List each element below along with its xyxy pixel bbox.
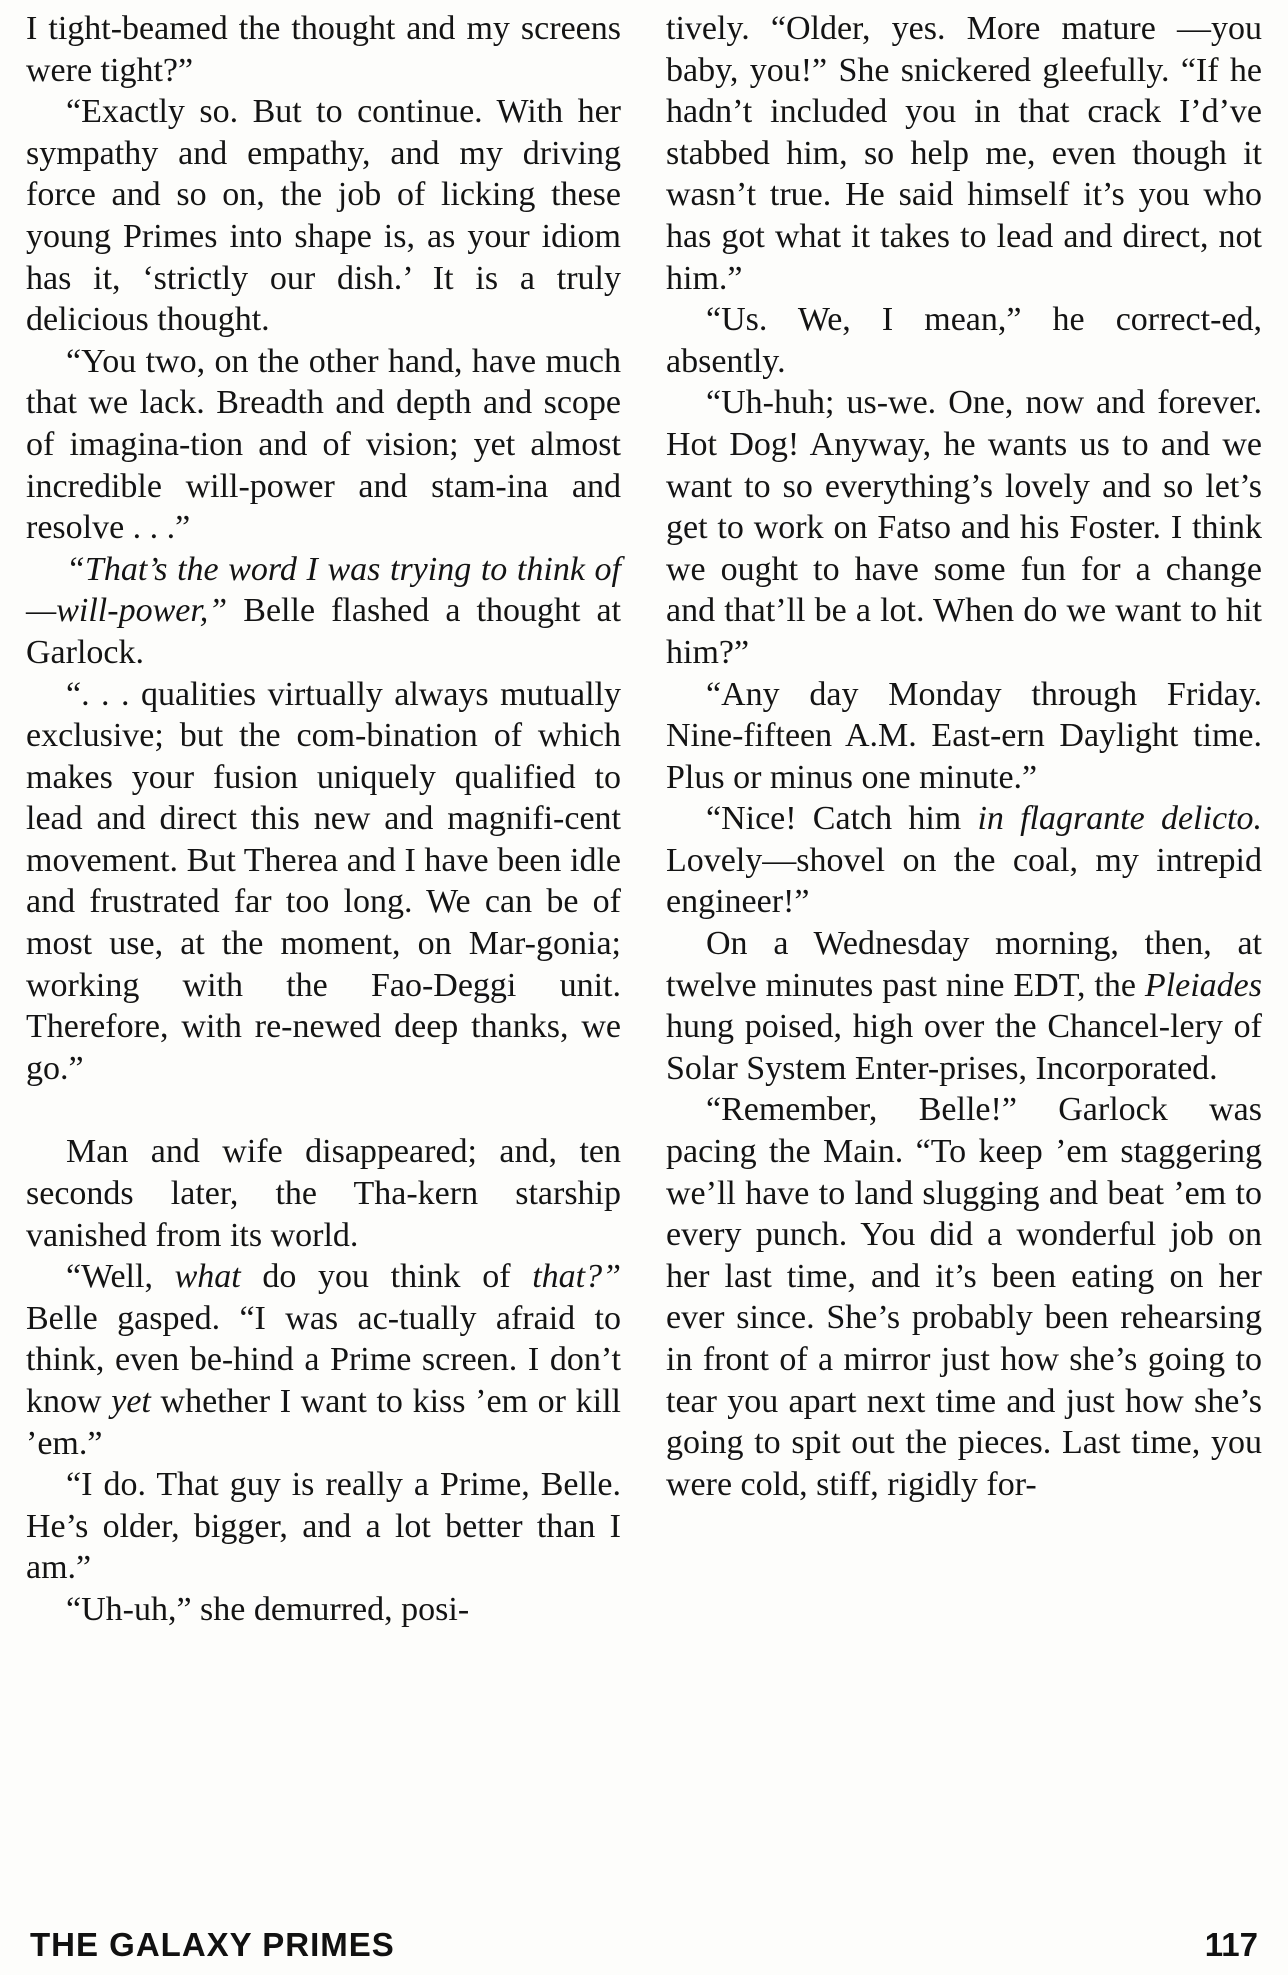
- text-run: whether I want to kiss ’em or kill ’em.”: [26, 1383, 622, 1462]
- text-run: Belle gasped. “I was ac-tually afraid to think, even be-hind a Prime screen. I don’t know: [26, 1299, 621, 1420]
- italic-text: in flagrante delicto.: [977, 800, 1262, 838]
- paragraph: “Exactly so. But to continue. With her sympathy and empathy, and my driving force and so on, the job of licking these young Primes into shape is, as your idiom has it, ‘strictly our dish.’ It is a truly delicious thought.: [26, 93, 621, 339]
- page-footer: [30, 1926, 1258, 1966]
- italic-text: Pleiades: [1144, 966, 1262, 1004]
- text-run: Belle flashed a thought at Garlock.: [26, 592, 621, 671]
- running-title: THE GALAXY PRIMES: [30, 1926, 395, 1963]
- italic-text: “That’s the word I was trying to think of—will-power,”: [26, 550, 621, 630]
- paragraph: “Us. We, I mean,” he correct-ed, absently.: [666, 301, 1262, 380]
- paragraph: “I do. That guy is really a Prime, Belle. He’s older, bigger, and a lot better than I am.”: [26, 1466, 621, 1587]
- italic-text: yet: [111, 1383, 151, 1420]
- paragraph: “You two, on the other hand, have much that we lack. Breadth and depth and scope of imagina-tion and of vision; yet almost incredible will-power and stam-ina and resolve . . .”: [26, 342, 621, 547]
- paragraph: “Uh-uh,” she demurred, posi-: [66, 1590, 470, 1628]
- paragraph: [26, 549, 621, 674]
- paragraph: [666, 923, 1262, 1089]
- italic-text: what: [174, 1258, 241, 1296]
- text-run: “Well,: [66, 1258, 175, 1296]
- text-run: Lovely—shovel on the coal, my intrepid engineer!”: [666, 841, 1262, 921]
- paragraph: I tight-beamed the thought and my screens were tight?”: [26, 10, 621, 89]
- text-run: “Nice! Catch him: [706, 800, 978, 838]
- left-text-column: [26, 8, 621, 1631]
- right-text-column: [666, 8, 1262, 1505]
- paragraph: [666, 798, 1262, 923]
- text-run: On a Wednesday morning, then, at twelve minutes past nine EDT, the: [666, 925, 1262, 1004]
- paragraph: “Uh-huh; us-we. One, now and forever. Hot Dog! Anyway, he wants us to and we want to so everything’s lovely and so let’s get to work on Fatso and his Foster. I think we ought to have some fun for a change and that’ll be a lot. When do we want to hit him?”: [666, 384, 1262, 671]
- italic-text: that?”: [532, 1258, 621, 1296]
- paragraph: “Remember, Belle!” Garlock was pacing the Main. “To keep ’em staggering we’ll have to land slugging and beat ’em to every punch. You did a wonderful job on her last time, and it’s been eating on her ever since. She’s probably been rehearsing in front of a mirror just how she’s going to tear you apart next time and just how she’s going to spit out the pieces. Last time, you were cold, stiff, rigidly for-: [666, 1091, 1262, 1503]
- text-run: do you think of: [240, 1258, 533, 1296]
- paragraph: “Any day Monday through Friday. Nine-fifteen A.M. East-ern Daylight time. Plus or minus one minute.”: [666, 675, 1262, 796]
- paragraph: tively. “Older, yes. More mature —you baby, you!” She snickered gleefully. “If he hadn’t included you in that crack I’d’ve stabbed him, so help me, even though it wasn’t true. He said himself it’s you who has got what it takes to lead and direct, not him.”: [666, 10, 1262, 297]
- text-run: hung poised, high over the Chancel-lery of Solar System Enter-prises, Incorporated.: [666, 1008, 1262, 1087]
- page-number: 117: [1204, 1926, 1258, 1963]
- section-break-paragraph: Man and wife disappeared; and, ten seconds later, the Tha-kern starship vanished from its world.: [26, 1133, 621, 1254]
- paragraph: [26, 1256, 621, 1464]
- paragraph: “. . . qualities virtually always mutually exclusive; but the com-bination of which makes your fusion uniquely qualified to lead and direct this new and magnifi-cent movement. But Therea and I have been idle and frustrated far too long. We can be of most use, at the moment, on Mar-gonia; working with the Fao-Deggi unit. Therefore, with re-newed deep thanks, we go.”: [26, 675, 621, 1087]
